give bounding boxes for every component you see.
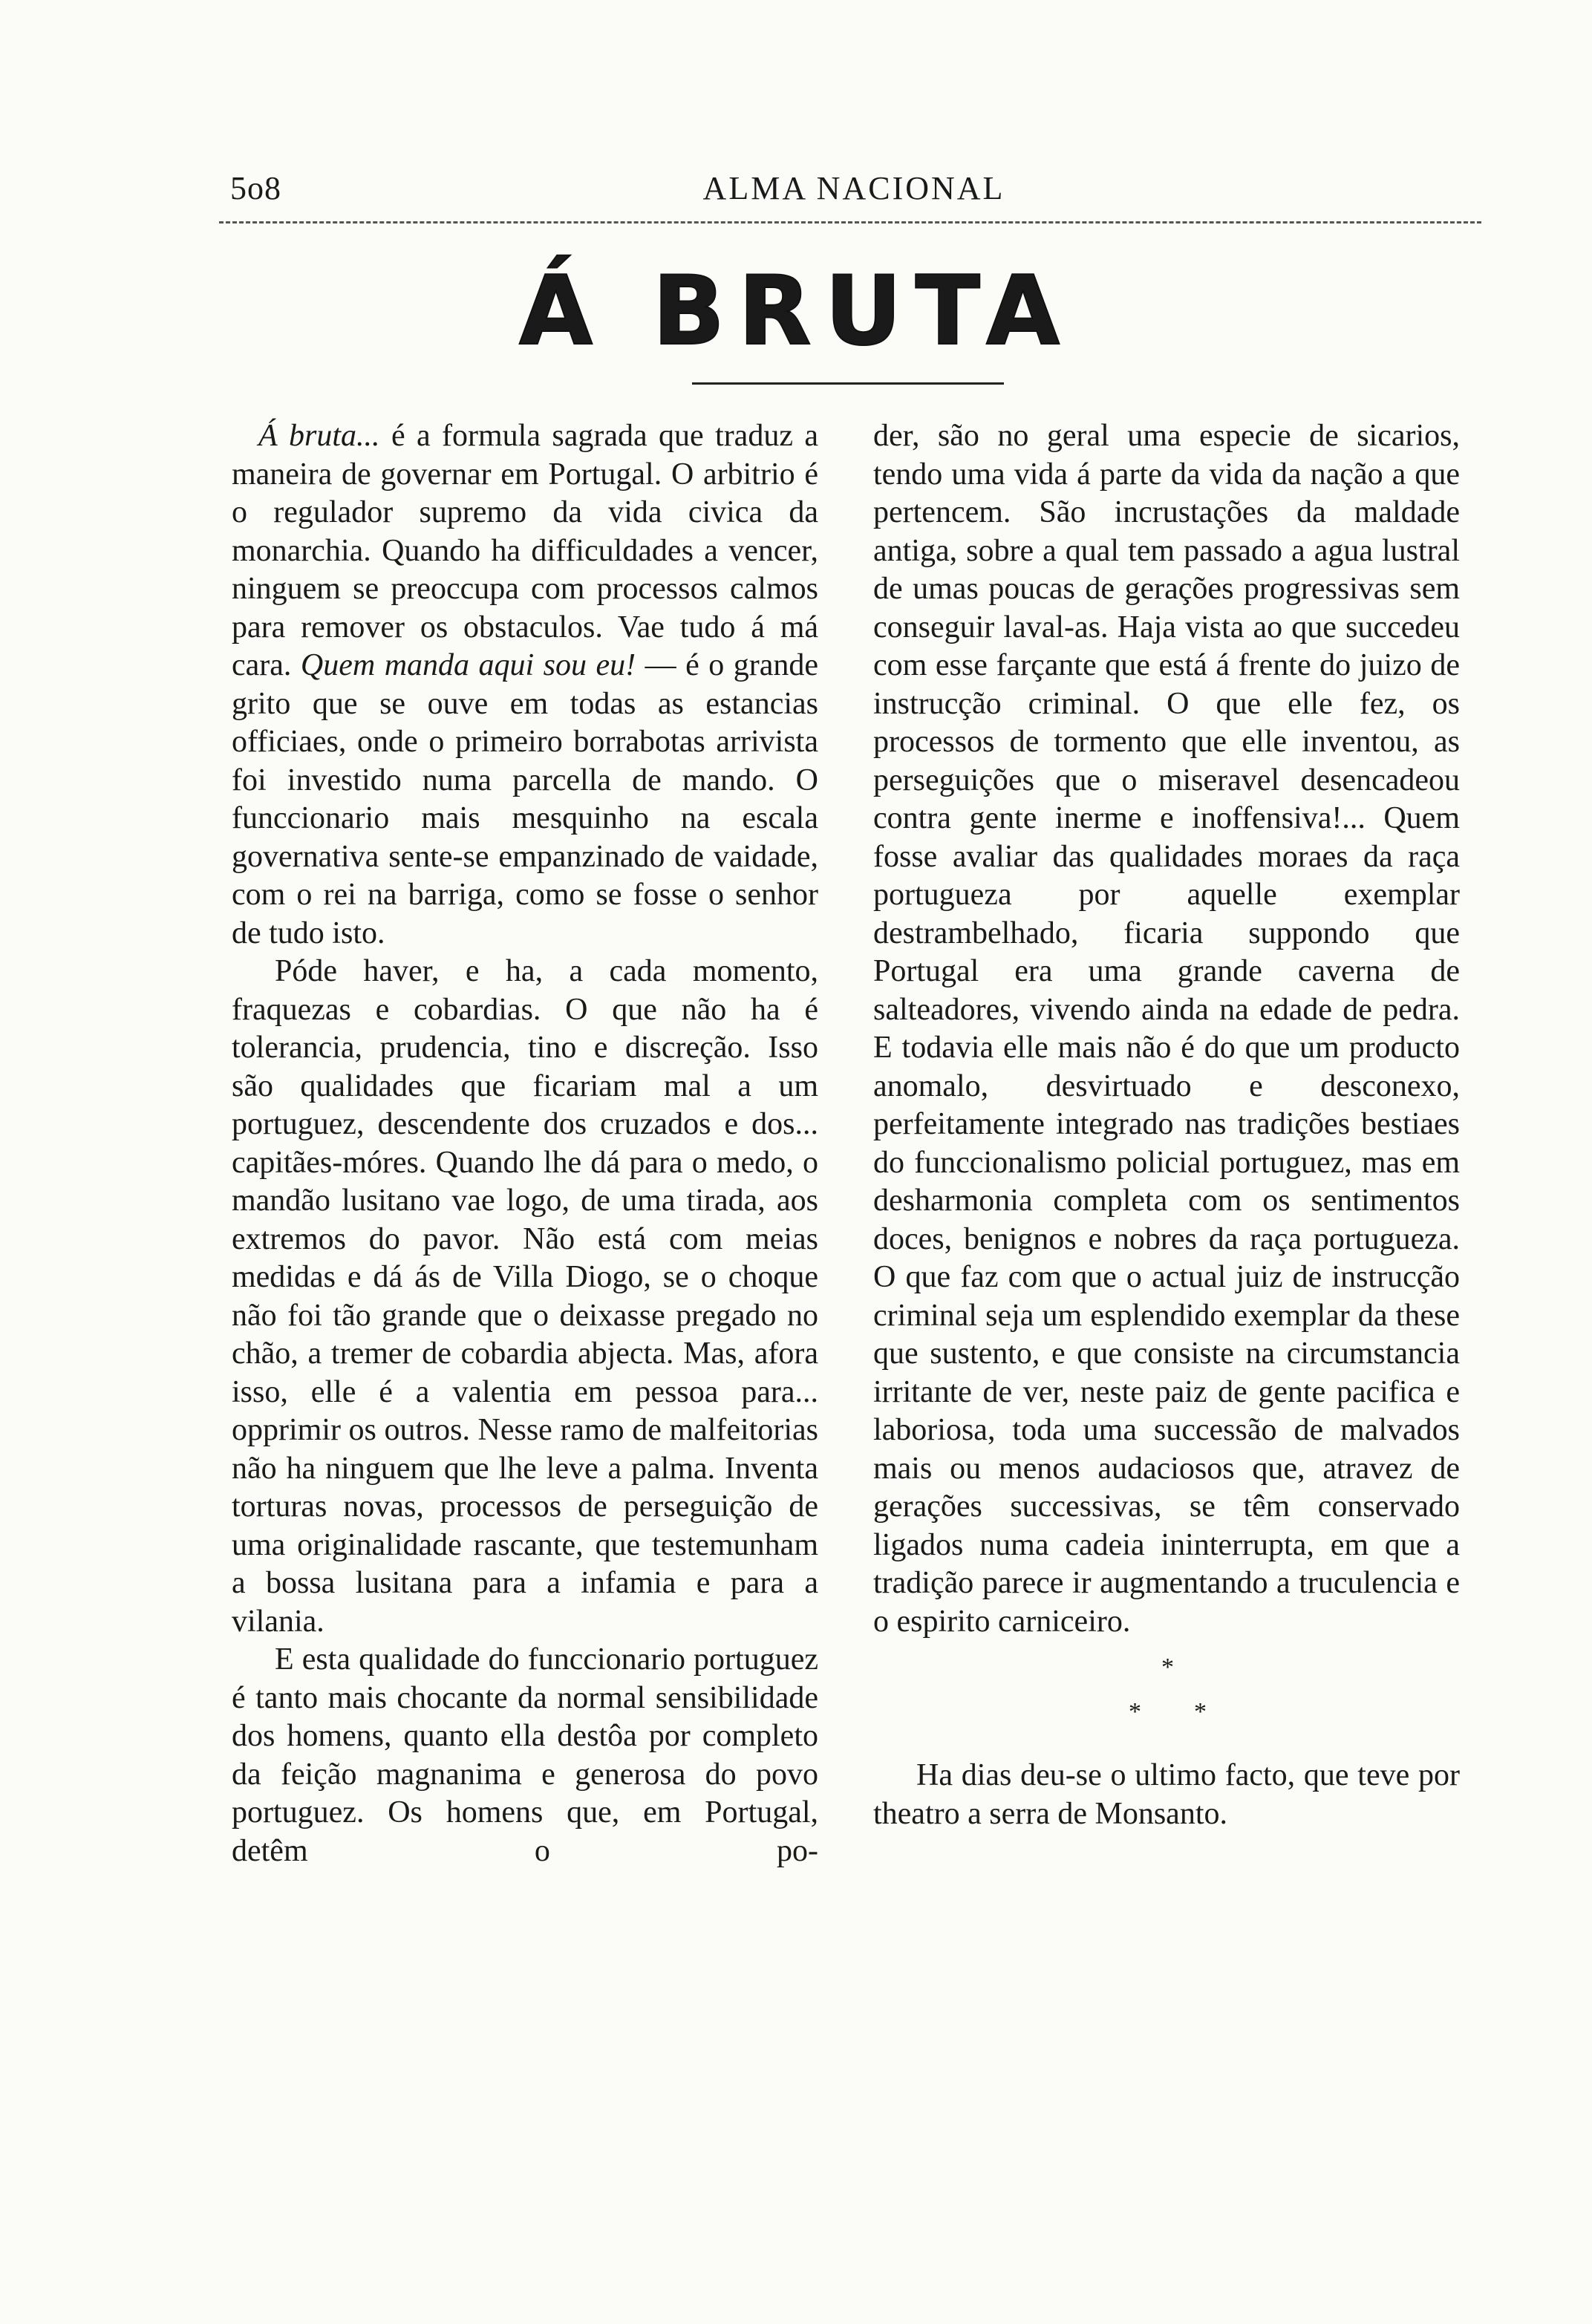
article-title: Á BRUTA [518, 256, 1074, 367]
header-rule [219, 221, 1481, 223]
journal-title: ALMA NACIONAL [702, 170, 1005, 206]
paragraph-text: — é o grande grito que se ouve em todas as estancias officiaes, onde o primeiro borrabotas arrivista foi investido numa parcella de mando. O funccionario mais mesquinho na escala governativa sente-se empanzinado de vaidade, com o rei na barriga, como se fosse o senhor de tudo isto. [232, 648, 818, 950]
paragraph: E esta qualidade do funccionario portuguez é tanto mais chocante da normal sensibilidade dos homens, quanto ella destôa por completo da feição magnanima e generosa do povo portuguez. Os homens que, em Portugal, detêm o po- [232, 1642, 818, 1868]
title-rule [692, 382, 1004, 385]
asterisk: * [1129, 1698, 1141, 1726]
asterism [873, 1641, 1460, 1737]
paragraph: Ha dias deu-se o ultimo facto, que teve por theatro a serra de Monsanto. [873, 1758, 1460, 1831]
asterisk: * [1194, 1698, 1207, 1726]
paragraph-text: é a formula sagrada que traduz a maneira de governar em Portugal. O arbitrio é o regulador supremo da vida civica da monarchia. Quando ha difficuldades a vencer, ninguem se preoccupa com processos calmos para remover os obstaculos. Vae tudo á má cara. [232, 419, 818, 682]
running-head [230, 169, 1478, 221]
paragraph: Póde haver, e ha, a cada momento, fraquezas e cobardias. O que não ha é tolerancia, prudencia, tino e discreção. Isso são qualidades que ficariam mal a um portuguez, descendente dos cruzados e dos... capitães-móres. Quando lhe dá para o medo, o mandão lusitano vae logo, de uma tirada, aos extremos do pavor. Não está com meias medidas e dá ás de Villa Diogo, se o choque não foi tão grande que o deixasse pregado no chão, a tremer de cobardia abjecta. Mas, afora isso, elle é a valentia em pessoa para... opprimir os outros. Nesse ramo de malfeitorias não ha ninguem que lhe leve a palma. Inventa torturas novas, processos de perseguição de uma originalidade rascante, que testemunham a bossa lusitana para a infamia e para a vilania. [232, 954, 818, 1639]
paragraph [232, 417, 818, 953]
paragraph: der, são no geral uma especie de sicarios, tendo uma vida á parte da vida da nação a que pertencem. São incrustações da maldade antiga, sobre a qual tem passado a agua lustral de umas poucas de gerações progressivas sem conseguir laval-as. Haja vista ao que succedeu com esse farçante que está á frente do juizo de instrucção criminal. O que elle fez, os processos de tormento que elle inventou, as perseguições que o miseravel desencadeou contra gente inerme e inoffensiva!... Quem fosse avaliar das qualidades moraes da raça portugueza por aquelle exemplar destrambelhado, ficaria suppondo que Portugal era uma grande caverna de salteadores, vivendo ainda na edade de pedra. E todavia elle mais não é do que um producto anomalo, desvirtuado e desconexo, perfeitamente integrado nas tradições bestiaes do funccionalismo policial portuguez, mas em desharmonia completa com os sentimentos doces, benignos e nobres da raça portugueza. O que faz com que o actual juiz de instrucção criminal seja um esplendido exemplar da these que sustento, e que consiste na circumstancia irritante de ver, neste paiz de gente pacifica e laboriosa, toda uma successão de malvados mais ou menos audaciosos que, atravez de gerações successivas, se têm conservado ligados numa cadeia ininterrupta, em que a tradição parece ir augmentando a truculencia e o espirito carniceiro. [873, 419, 1460, 1639]
asterisk: * [1161, 1654, 1174, 1681]
page-number: 5o8 [230, 170, 281, 206]
quoted-phrase: Quem manda aqui sou eu! [300, 648, 636, 682]
left-column [232, 417, 818, 1870]
right-column [873, 417, 1460, 1833]
lead-phrase: Á bruta... [258, 419, 380, 453]
